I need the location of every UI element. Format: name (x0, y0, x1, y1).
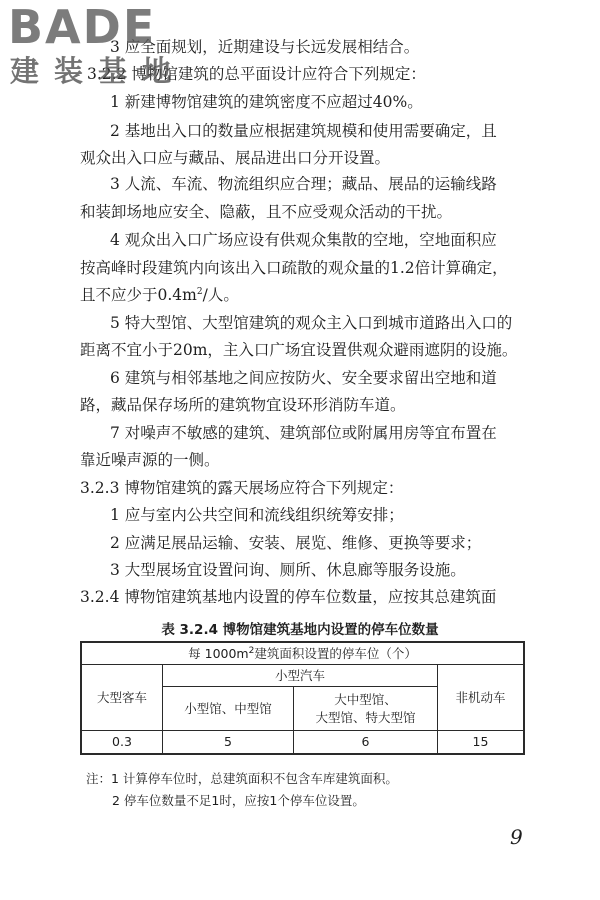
header-text: 大中型馆、 (334, 692, 397, 707)
table-cell: 15 (438, 730, 525, 754)
header-text: 建筑面积设置的停车位（个） (254, 646, 417, 662)
clause-line: 7 对噪声不敏感的建筑、建筑部位或附属用房等宜布置在 (110, 424, 497, 442)
superscript: 2 (248, 646, 255, 657)
table-cell: 5 (163, 730, 294, 754)
watermark-brand: BADE (8, 0, 157, 54)
section-3-2-2-heading: 3.2.2 博物馆建筑的总平面设计应符合下列规定： (87, 65, 426, 83)
clause-line: 按高峰时段建筑内向该出入口疏散的观众量的1.2倍计算确定， (80, 259, 508, 277)
col-header-small-mid: 小型馆、中型馆 (163, 686, 294, 730)
clause-line: 路，藏品保存场所的建筑物宜设环形消防车道。 (80, 396, 406, 414)
clause-line: 1 新建博物馆建筑的建筑密度不应超过40%。 (110, 93, 423, 111)
clause-line: 2 基地出入口的数量应根据建筑规模和使用需要确定，且 (110, 122, 497, 140)
col-header-nonmotor: 非机动车 (438, 664, 525, 730)
clause-line (80, 284, 239, 306)
page-number: 9 (510, 825, 523, 849)
table-note-2: 2 停车位数量不足1时，应按1个停车位设置。 (112, 793, 365, 808)
clause-line: 1 应与室内公共空间和流线组织统筹安排； (110, 506, 404, 524)
table-cell: 0.3 (81, 730, 163, 754)
clause-line: 6 建筑与相邻基地之间应按防火、安全要求留出空地和道 (110, 369, 497, 387)
clause-line: 2 应满足展品运输、安装、展览、维修、更换等要求； (110, 534, 482, 552)
clause-line: 观众出入口应与藏品、展品进出口分开设置。 (80, 149, 391, 167)
clause-line: 距离不宜小于20m，主入口广场宜设置供观众避雨遮阴的设施。 (80, 341, 518, 359)
clause-line: 靠近噪声源的一侧。 (80, 451, 220, 469)
clause-text: 且不应少于0.4m (80, 286, 197, 304)
table-caption: 表 3.2.4 博物馆建筑基地内设置的停车位数量 (161, 622, 439, 638)
clause-text: /人。 (202, 286, 239, 304)
table-note-1: 注：1 计算停车位时，总建筑面积不包含车库建筑面积。 (86, 771, 398, 786)
clause-line: 3 应全面规划，近期建设与长远发展相结合。 (110, 38, 420, 56)
clause-line: 和装卸场地应安全、隐蔽，且不应受观众活动的干扰。 (80, 203, 453, 221)
parking-table (80, 641, 525, 755)
section-3-2-3-heading: 3.2.3 博物馆建筑的露天展场应符合下列规定： (80, 479, 404, 497)
watermark-subtitle: 建装基地 (10, 54, 187, 88)
clause-line: 3 大型展场宜设置问询、厕所、休息廊等服务设施。 (110, 561, 466, 579)
section-3-2-4-heading: 3.2.4 博物馆建筑基地内设置的停车位数量，应按其总建筑面 (80, 588, 497, 606)
clause-line: 5 特大型馆、大型馆建筑的观众主入口到城市道路出入口的 (110, 314, 513, 332)
col-header-bus: 大型客车 (81, 664, 163, 730)
header-text: 每 1000m (188, 646, 249, 662)
clause-line: 3 人流、车流、物流组织应合理；藏品、展品的运输线路 (110, 175, 497, 193)
table-header-main (81, 642, 524, 664)
col-header-small-cars: 小型汽车 (163, 664, 438, 686)
clause-line: 4 观众出入口广场应设有供观众集散的空地，空地面积应 (110, 231, 497, 249)
superscript: 2 (196, 286, 203, 297)
header-text: 大型馆、特大型馆 (315, 710, 416, 725)
col-header-large (294, 686, 438, 730)
table-cell: 6 (294, 730, 438, 754)
